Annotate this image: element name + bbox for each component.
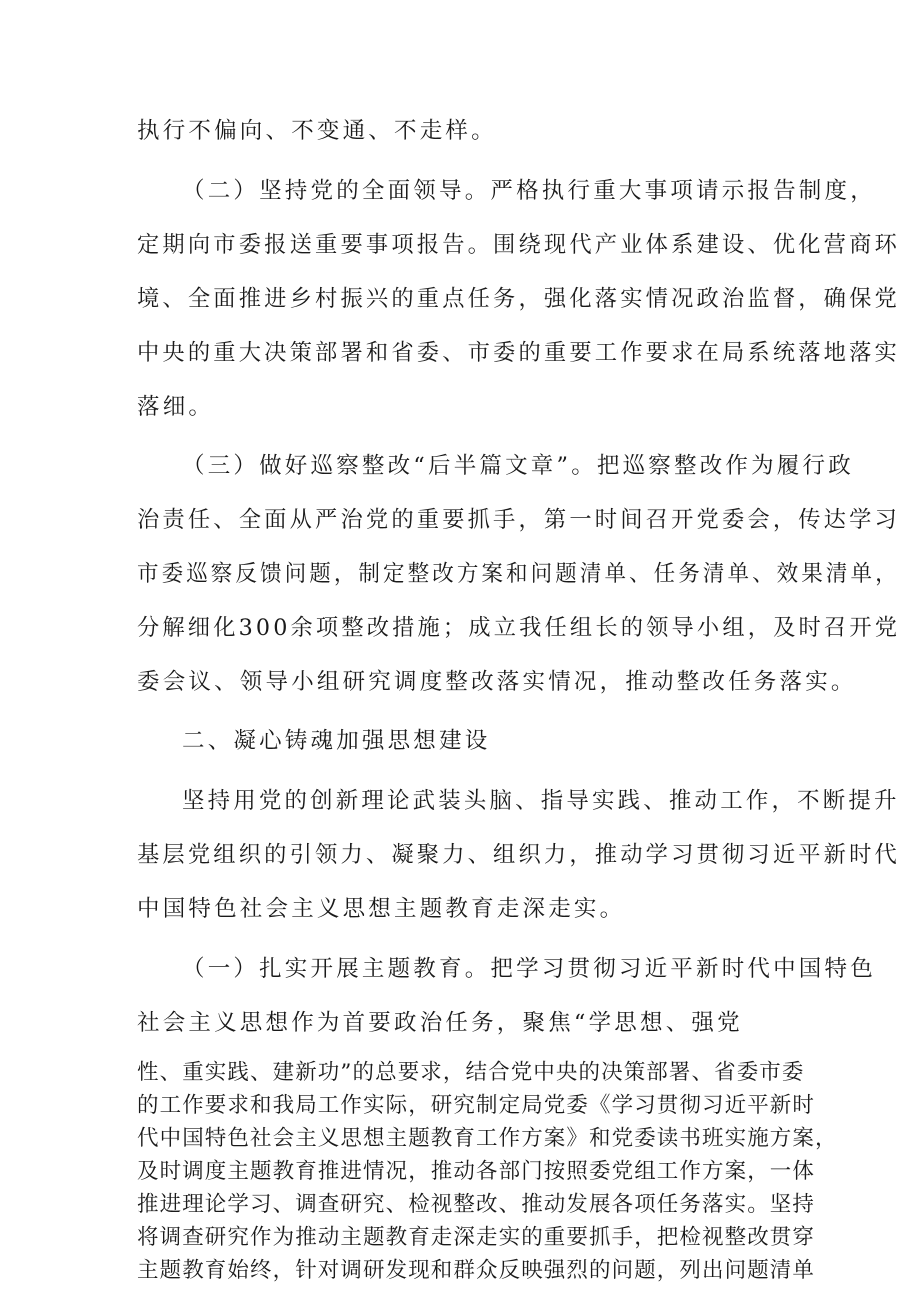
text-line: 的工作要求和我局工作实际，研究制定局党委《学习贯彻习近平新时 xyxy=(137,1093,816,1118)
text-line: 主题教育始终，针对调研发现和群众反映强烈的问题，列出问题清单 xyxy=(137,1258,816,1283)
section-heading-line: （三）做好巡察整改“后半篇文章”。把巡察整改作为履行政 xyxy=(182,453,854,479)
section-heading-line: （二）坚持党的全面领导。严格执行重大事项请示报告制度， xyxy=(182,178,876,204)
text-line: 执行不偏向、不变通、不走样。 xyxy=(137,118,497,144)
text-line: 代中国特色社会主义思想主题教育工作方案》和党委读书班实施方案， xyxy=(137,1126,838,1151)
text-line: 基层党组织的引领力、凝聚力、组织力，推动学习贯彻习近平新时代 xyxy=(137,842,900,868)
text-line: 落细。 xyxy=(137,394,215,420)
text-line: 性、重实践、建新功”的总要求，结合党中央的决策部署、省委市委 xyxy=(137,1060,805,1085)
text-line: 委会议、领导小组研究调度整改落实情况，推动整改任务落实。 xyxy=(137,669,857,695)
text-line: 坚持用党的创新理论武装头脑、指导实践、推动工作，不断提升 xyxy=(182,788,900,814)
text-line: 境、全面推进乡村振兴的重点任务，强化落实情况政治监督，确保党 xyxy=(137,286,900,312)
text-line: 中央的重大决策部署和省委、市委的重要工作要求在局系统落地落实 xyxy=(137,340,900,366)
text-line: 中国特色社会主义思想主题教育走深走实。 xyxy=(137,896,626,922)
section-heading-line: （一）扎实开展主题教育。把学习贯彻习近平新时代中国特色 xyxy=(182,956,876,982)
text-line: 定期向市委报送重要事项报告。围绕现代产业体系建设、优化营商环 xyxy=(137,232,900,258)
text-line: 社会主义思想作为首要政治任务，聚焦“学思想、强党 xyxy=(137,1010,743,1036)
chapter-heading-line: 二、凝心铸魂加强思想建设 xyxy=(182,728,491,754)
text-line: 市委巡察反馈问题，制定整改方案和问题清单、任务清单、效果清单， xyxy=(137,561,900,587)
text-line: 推进理论学习、调查研究、检视整改、推动发展各项任务落实。坚持 xyxy=(137,1192,816,1217)
text-line: 及时调度主题教育推进情况，推动各部门按照委党组工作方案，一体 xyxy=(137,1159,816,1184)
text-line: 将调查研究作为推动主题教育走深走实的重要抓手，把检视整改贯穿 xyxy=(137,1225,816,1250)
text-line: 分解细化300余项整改措施；成立我任组长的领导小组，及时召开党 xyxy=(137,615,901,641)
text-line: 治责任、全面从严治党的重要抓手，第一时间召开党委会，传达学习 xyxy=(137,507,900,533)
